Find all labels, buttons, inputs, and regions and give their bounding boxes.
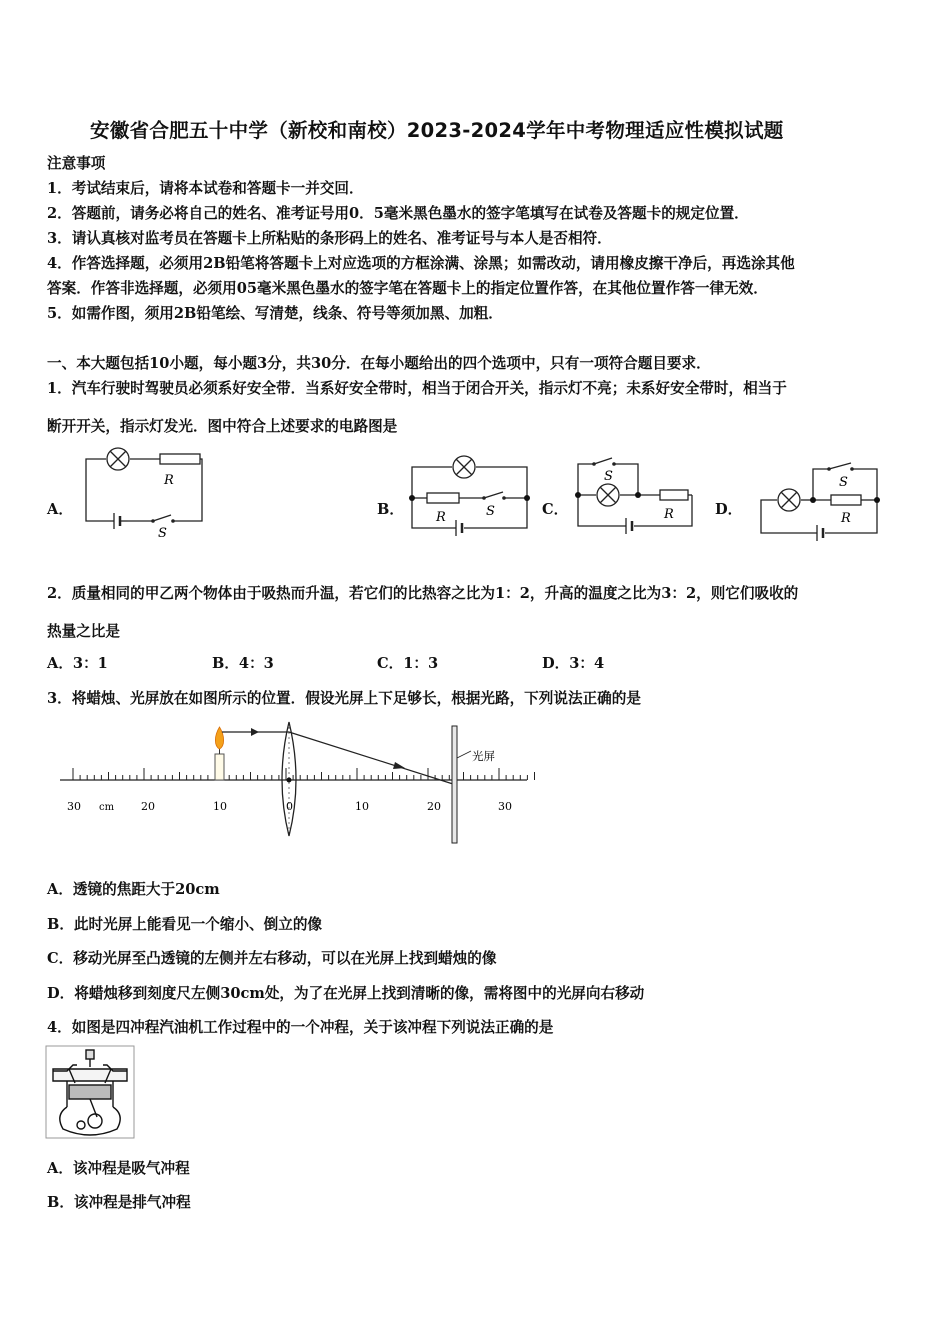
q1-option-a-label: A． [47, 501, 73, 518]
lamp-icon [778, 489, 800, 511]
light-screen [452, 726, 457, 843]
tick-label: 10 [355, 800, 369, 813]
notice-item: 答案．作答非选择题，必须用05毫米黑色墨水的签字笔在答题卡上的指定位置作答，在其他位置作答一律无效． [47, 280, 768, 297]
ray-arrow-icon [393, 762, 405, 769]
q4-option-b: B．该冲程是排气冲程 [47, 1194, 191, 1211]
lamp-icon [453, 456, 475, 478]
resistor-label: R [164, 473, 174, 488]
circuit-diagram-b [400, 448, 535, 543]
tick-label: 20 [427, 800, 441, 813]
question-4-stem: 4．如图是四冲程汽油机工作过程中的一个冲程，关于该冲程下列说法正确的是 [47, 1019, 554, 1036]
resistor-label: R [841, 511, 851, 526]
engine-stroke-diagram [45, 1045, 137, 1141]
ray-arrow-icon [251, 728, 259, 736]
resistor-label: R [664, 507, 674, 522]
lamp-icon [597, 484, 619, 506]
switch-label: S [486, 504, 495, 519]
tick-label: 30 [498, 800, 512, 813]
q2-option-c: C．1：3 [377, 655, 439, 672]
q1-option-b-label: B． [377, 501, 404, 518]
q2-option-a: A．3：1 [47, 655, 108, 672]
circuit-diagram-c [568, 452, 703, 544]
candle-icon [215, 727, 224, 780]
notice-item: 4．作答选择题，必须用2B铅笔将答题卡上对应选项的方框涂满、涂黑；如需改动，请用橡皮擦干净后，再选涂其他 [47, 255, 795, 272]
notice-item: 2．答题前，请务必将自己的姓名、准考证号用0．5毫米黑色墨水的签字笔填写在试卷及答题卡的规定位置． [47, 205, 749, 222]
unit-label: cm [99, 802, 115, 813]
notice-heading: 注意事项 [47, 155, 106, 172]
q4-option-a: A．该冲程是吸气冲程 [47, 1160, 190, 1177]
lens-optical-center [287, 778, 292, 783]
tick-label: 0 [286, 800, 293, 813]
notice-item: 1．考试结束后，请将本试卷和答题卡一并交回． [47, 180, 364, 197]
page-title: 安徽省合肥五十中学（新校和南校）2023-2024学年中考物理适应性模拟试题 [90, 119, 784, 142]
switch-label: S [604, 469, 613, 484]
section-heading: 一、本大题包括10小题，每小题3分，共30分．在每小题给出的四个选项中，只有一项符合题目要求． [47, 355, 711, 372]
tick-label: 30 [67, 800, 81, 813]
resistor-label: R [436, 510, 446, 525]
q3-option-b: B．此时光屏上能看见一个缩小、倒立的像 [47, 916, 323, 933]
tick-label: 20 [141, 800, 155, 813]
tick-label: 10 [213, 800, 227, 813]
q2-option-b: B．4：3 [212, 655, 274, 672]
circuit-diagram-a [78, 444, 208, 544]
question-1-stem-cont: 断开开关，指示灯发光．图中符合上述要求的电路图是 [47, 418, 398, 435]
q3-option-d: D．将蜡烛移到刻度尺左侧30cm处，为了在光屏上找到清晰的像，需将图中的光屏向右移动 [47, 985, 645, 1002]
q2-option-d: D．3：4 [542, 655, 605, 672]
switch-label: S [158, 526, 167, 541]
question-3-stem: 3．将蜡烛、光屏放在如图所示的位置．假设光屏上下足够长，根据光路，下列说法正确的是 [47, 690, 641, 707]
lamp-icon [107, 448, 129, 470]
notice-item: 5．如需作图，须用2B铅笔绘、写清楚，线条、符号等须加黑、加粗． [47, 305, 503, 322]
question-1-stem: 1．汽车行驶时驾驶员必须系好安全带．当系好安全带时，相当于闭合开关，指示灯不亮；未系好安全带时，相当于 [47, 380, 787, 397]
question-2-stem: 2．质量相同的甲乙两个物体由于吸热而升温，若它们的比热容之比为1：2，升高的温度之比为3：2，则它们吸收的 [47, 585, 799, 602]
q3-option-a: A．透镜的焦距大于20cm [47, 881, 220, 898]
optics-bench-diagram [55, 718, 535, 848]
q1-option-d-label: D． [715, 501, 743, 518]
screen-label: 光屏 [472, 749, 495, 763]
notice-item: 3．请认真核对监考员在答题卡上所粘贴的条形码上的姓名、准考证号与本人是否相符． [47, 230, 612, 247]
switch-label: S [839, 475, 848, 490]
question-2-stem-cont: 热量之比是 [47, 623, 120, 640]
q3-option-c: C．移动光屏至凸透镜的左侧并左右移动，可以在光屏上找到蜡烛的像 [47, 950, 497, 967]
circuit-diagram-d [755, 456, 885, 546]
q1-option-c-label: C． [542, 501, 569, 518]
